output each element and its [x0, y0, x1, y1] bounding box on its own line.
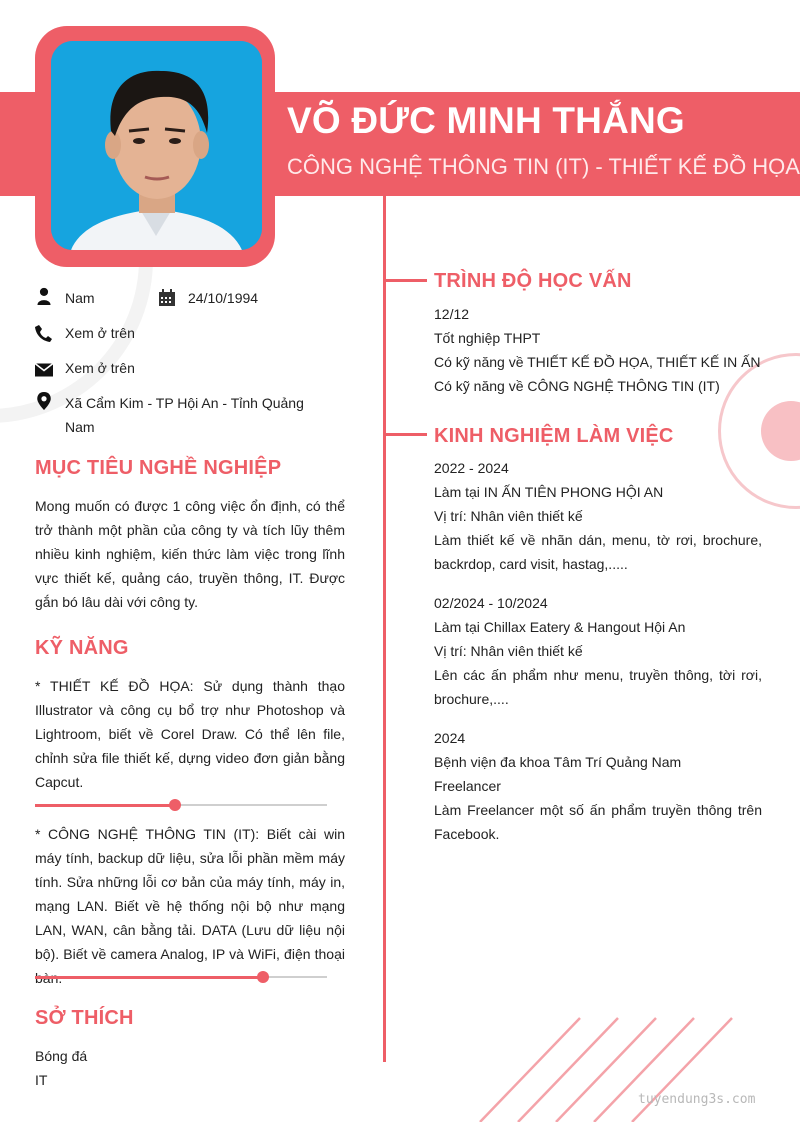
phone-row [35, 321, 235, 345]
timeline-tick [385, 433, 427, 436]
calendar-icon [158, 289, 176, 307]
phone-icon [35, 324, 53, 342]
hobby-item: IT [35, 1072, 48, 1088]
skill-bar-fill [35, 976, 263, 979]
hobby-item: Bóng đá [35, 1048, 88, 1064]
skill-bar-design [35, 797, 327, 813]
birthday-text: 24/10/1994 [188, 290, 259, 306]
address-line-2: Nam [65, 419, 95, 435]
education-line: Có kỹ năng về THIẾT KẾ ĐỒ HỌA, THIẾT KẾ IN ẤN [434, 354, 761, 370]
watermark: tuyendung3s.com [638, 1092, 756, 1107]
job-description: Làm Freelancer một số ấn phẩm truyền thông trên Facebook. [434, 802, 762, 842]
phone-text: Xem ở trên [65, 325, 135, 341]
objective-title: MỤC TIÊU NGHỀ NGHIỆP [35, 457, 282, 479]
job-title: CÔNG NGHỆ THÔNG TIN (IT) - THIẾT KẾ ĐỒ HỌA [287, 154, 800, 179]
email-row [35, 356, 235, 380]
timeline-tick [385, 279, 427, 282]
address-line-1: Xã Cẩm Kim - TP Hội An - Tỉnh Quảng [65, 395, 304, 411]
education-line: Có kỹ năng về CÔNG NGHỆ THÔNG TIN (IT) [434, 378, 720, 394]
profile-photo [51, 41, 262, 250]
hobbies-title: SỞ THÍCH [35, 1007, 134, 1029]
job-company: Làm tại IN ẤN TIÊN PHONG HỘI AN [434, 484, 664, 500]
experience-title: KINH NGHIỆM LÀM VIỆC [434, 425, 674, 447]
skill-text-it: * CÔNG NGHỆ THÔNG TIN (IT): Biết cài win máy tính, backup dữ liệu, sửa lỗi phần mềm máy tính. Sửa những lỗi cơ bản của máy tính, máy in, mạng LAN. Biết về hệ thống nội bộ như mạng LAN, WAN, cân bằng tải. DATA (Lưu dữ liệu nội bộ). Biết về camera Analog, IP và WiFi, điện thoại [35, 826, 345, 962]
gender-row [35, 286, 165, 310]
job-period: 02/2024 - 10/2024 [434, 595, 548, 611]
candidate-name: VÕ ĐỨC MINH THẮNG [287, 100, 685, 141]
education-line: 12/12 [434, 306, 470, 322]
timeline-line [383, 196, 386, 1062]
location-pin-icon [35, 392, 53, 410]
job-company: Làm tại Chillax Eatery & Hangout Hội An [434, 619, 686, 635]
person-icon [35, 287, 53, 305]
skill-bar-it [35, 969, 327, 985]
skill-bar-knob [257, 971, 269, 983]
skill-text-design: * THIẾT KẾ ĐỒ HỌA: Sử dụng thành thạo Illustrator và công cụ bổ trợ như Photoshop và Lightroom, biết về Corel Draw. Có thể lên file, chỉnh sửa file thiết kế, dựng video đơn giản bằng Capcut. [35, 678, 345, 790]
job-company: Bệnh viện đa khoa Tâm Trí Quảng Nam [434, 754, 682, 770]
mail-icon [35, 361, 53, 379]
birthday-row [158, 286, 298, 310]
job-position: Freelancer [434, 778, 501, 794]
objective-text: Mong muốn có được 1 công việc ổn định, có thể trở thành một phần của công ty và tích lũy thêm nhiều kinh nghiệm, kiến thức làm việc trong lĩnh vực thiết kế, quảng cáo, truyền thông, IT. Được gắn bó lâu dài với công ty. [35, 498, 345, 610]
skill-bar-fill [35, 804, 175, 807]
skill-bar-knob [169, 799, 181, 811]
education-title: TRÌNH ĐỘ HỌC VẤN [434, 270, 632, 292]
job-position: Vị trí: Nhân viên thiết kế [434, 643, 583, 659]
job-period: 2022 - 2024 [434, 460, 509, 476]
job-period: 2024 [434, 730, 466, 746]
gender-text: Nam [65, 290, 95, 306]
skills-title: KỸ NĂNG [35, 637, 129, 659]
address-row [35, 391, 335, 439]
job-description: Làm thiết kế về nhãn dán, menu, tờ rơi, brochure, backrdop, card visit, hastag,..... [434, 532, 762, 572]
email-text: Xem ở trên [65, 360, 135, 376]
job-position: Vị trí: Nhân viên thiết kế [434, 508, 583, 524]
job-description: Lên các ấn phẩm như menu, truyền thông, tời rơi, brochure,.... [434, 667, 762, 707]
education-line: Tốt nghiệp THPT [434, 330, 541, 346]
